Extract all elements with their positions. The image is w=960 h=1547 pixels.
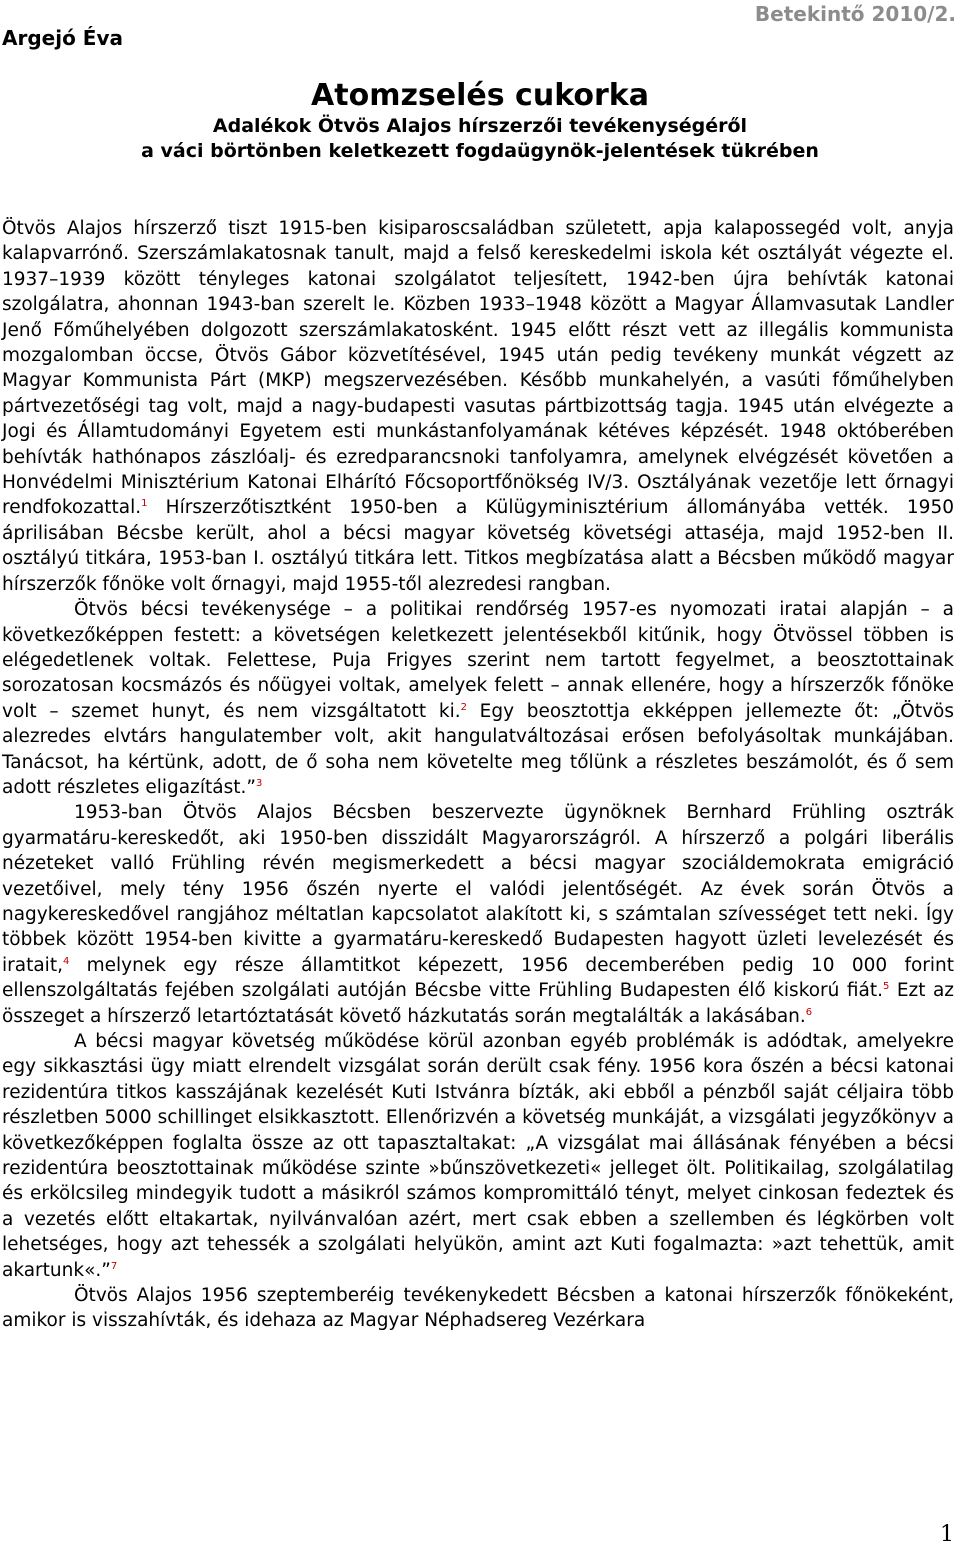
paragraph	[2, 800, 954, 1029]
footnote-ref[interactable]: 7	[110, 1260, 118, 1272]
paragraph-text: A bécsi magyar követség működése körül azonban egyéb problémák is adódtak, amelyekre egy sikkasztási ügy miatt elrendelt vizsgálat során derült csak fény. 1956 kora őszén a bécsi katonai rezidentúra titkos kasszájának kezelését Kuti Istvánra bízták, aki ebből a pénzből saját céljaira több részletben 5000 schillinget elsikkasztott. Ellenőrizvén a követség munkáját, a vizsgálati jegyzőkönyv a következőképpen foglalta össze az ott tapasztaltakat: „A vizsgálat mai állásának fényében a bécsi rezidentúra beosztottainak működése szinte »bűnszövetkezeti« jelleget ölt. Politikailag, szolgálatilag és erkölcsileg mindegyik tudott a másikról számos kompromittáló tényt, melyet cinkosan fedeztek és a vezetés előtt eltakartak, nyilvánvalóan azért, mert csak ebben a szellemben és légkörben volt lehetséges, hogy azt tehessék a szolgálati helyükön, amint azt Kuti fogalmazta: »azt tehettük, amit akartunk«.”	[2, 1031, 954, 1281]
footnote-ref[interactable]: 3	[255, 777, 263, 789]
article-heading	[0, 78, 960, 164]
footnote-ref[interactable]: 6	[805, 1006, 813, 1018]
author-name: Argejó Éva	[2, 26, 123, 50]
article-body	[2, 216, 954, 1334]
paragraph-text: Ötvös Alajos 1956 szeptemberéig tevékenykedett Bécsben a katonai hírszerzők főnökeként, amikor is visszahívták, és idehaza az Magyar Néphadsereg Vezérkara	[2, 1285, 954, 1332]
paragraph	[2, 1029, 954, 1283]
paragraph	[2, 216, 954, 597]
footnote-ref[interactable]: 2	[460, 701, 467, 713]
article-subtitle-line: a váci börtönben keletkezett fogdaügynök-jelentések tükrében	[141, 140, 819, 162]
paragraph-text: Hírszerzőtisztként 1950-ben a Külügyminisztérium állományába vették. 1950 áprilisában Bécsbe került, ahol a bécsi magyar követség követségi attaséja, majd 1952-ben II. osztályú titkára, 1953-ban I. osztályú titkára lett. Titkos megbízatása alatt a Bécsben működő magyar hírszerzők főnöke volt őrnagyi, majd 1955-től alezredesi rangban.	[2, 497, 954, 595]
article-subtitle-line: Adalékok Ötvös Alajos hírszerzői tevékenységéről	[212, 115, 748, 137]
paragraph-text: Egy beosztottja ekképpen jellemezte őt: „Ötvös alezredes elvtárs hangulatember volt, akit hangulatváltozásai erősen befolyásoltak munkájában. Tanácsot, ha kértünk, adott, de ő soha nem követelte meg tőlünk a részletes beszámolót, és ő sem adott részletes eligazítást.”	[2, 700, 954, 798]
paragraph-text: melynek egy része államtitkot képezett, 1956 decemberében pedig 10 000 forint ellenszolgáltatás fejében szolgálati autóján Bécsbe vitte Frühling Budapesten élő kiskorú fiát.	[2, 954, 954, 1002]
paragraph-text: Ötvös bécsi tevékenysége – a politikai rendőrség 1957-es nyomozati iratai alapján – a következőképpen festett: a követségen keletkezett jelentésekből kitűnik, hogy Ötvössel többen is elégedetlenek voltak. Felettese, Puja Frigyes szerint nem tartott fegyelmet, a beosztottainak sorozatosan kocsmázós és nőügyei voltak, amelyek felett – annak ellenére, hogy a hírszerzők főnöke volt – szemet hunyt, és nem vizsgáltatott ki.	[2, 599, 954, 722]
paragraph	[2, 597, 954, 800]
page-number: 1	[940, 1522, 954, 1547]
article-title: Atomzselés cukorka	[311, 78, 649, 113]
paragraph-text: 1953-ban Ötvös Alajos Bécsben beszervezte ügynöknek Bernhard Frühling osztrák gyarmatáru-kereskedőt, aki 1950-ben disszidált Magyarországról. A hírszerző a polgári liberális nézeteket valló Frühling révén megismerkedett a bécsi magyar szociáldemokrata emigráció vezetőivel, mely tény 1956 őszén nyerte el valódi jelentőségét. Az évek során Ötvös a nagykereskedővel rangjához méltatlan kapcsolatot alakított ki, s számtalan szívességet tett neki. Így többek között 1954-ben kivitte a gyarmatáru-kereskedő Budapesten hagyott üzleti levelezését és iratait,	[2, 802, 954, 976]
footnote-ref[interactable]: 5	[882, 981, 890, 993]
footnote-ref[interactable]: 1	[141, 498, 148, 510]
journal-issue: Betekintő 2010/2.	[754, 2, 956, 26]
paragraph-text: Ezt az összeget a hírszerző letartóztatását követő házkutatás során megtalálták a lakásában.	[2, 980, 954, 1027]
paragraph	[2, 1283, 954, 1334]
footnote-ref[interactable]: 4	[62, 955, 70, 967]
paragraph-text: Ötvös Alajos hírszerző tiszt 1915-ben kisiparoscsaládban született, apja kalapossegéd volt, anyja kalapvarrónő. Szerszámlakatosnak tanult, majd a felső kereskedelmi iskola két osztályát végezte el. 1937–1939 között tényleges katonai szolgálatot teljesített, 1942-ben újra behívták katonai szolgálatra, ahonnan 1943-ban szerelt le. Közben 1933–1948 között a Magyar Államvasutak Landler Jenő Főműhelyében dolgozott szerszámlakatosként. 1945 előtt részt vett az illegális kommunista mozgalomban öccse, Ötvös Gábor közvetítésével, 1945 után pedig tevékeny munkát végzett az Magyar Kommunista Párt (MKP) megszervezésében. Később munkahelyén, a vasúti főműhelyben pártvezetőségi tag volt, majd a nagy-budapesti vasutas pártbizottság tagja. 1945 után elvégezte a Jogi és Államtudományi Egyetem esti munkástanfolyamának kétéves képzését. 1948 októberében behívták hathónapos zászlóalj- és ezredparancsnoki tanfolyamra, amelynek elvégzését követően a Honvédelmi Minisztérium Katonai Elhárító Főcsoportfőnökség IV/3. Osztályának vezetője lett őrnagyi rendfokozattal.	[2, 218, 954, 519]
